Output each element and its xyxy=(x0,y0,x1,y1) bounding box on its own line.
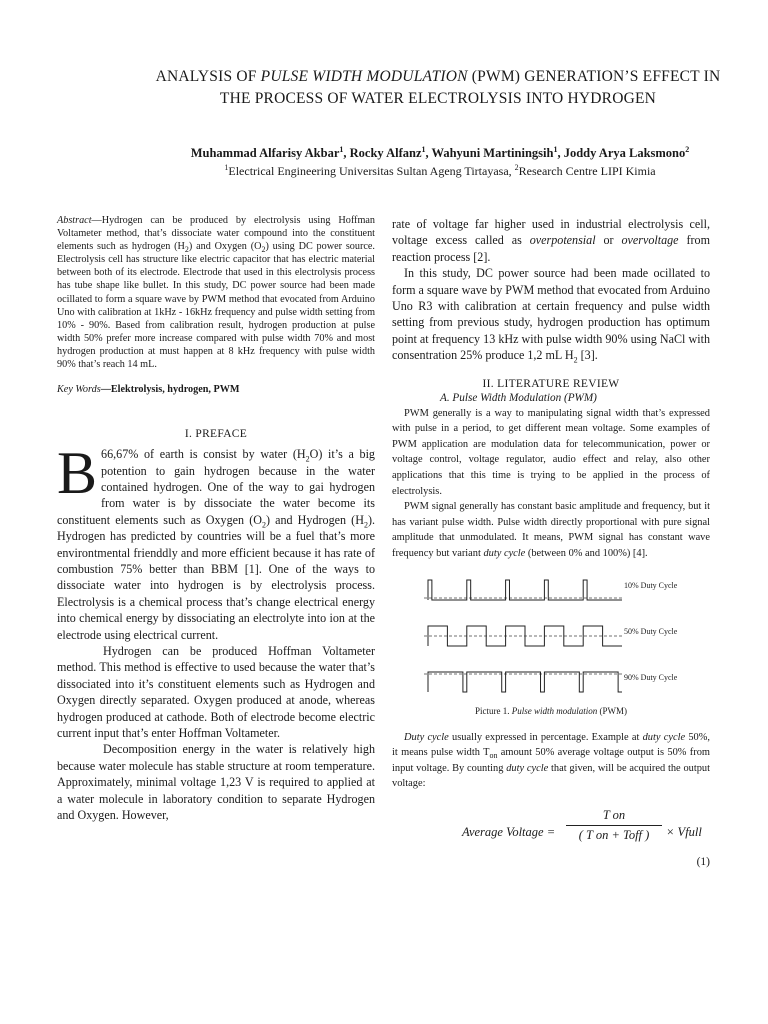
duty-cycle-label: 50% Duty Cycle xyxy=(624,626,678,636)
equation-fraction xyxy=(566,808,662,843)
title-text: (PWM) GENERATION’S EFFECT IN xyxy=(467,68,721,85)
pwm-waveform-diagram xyxy=(392,570,710,706)
title-line-1 xyxy=(118,66,758,88)
author-list xyxy=(120,146,760,161)
pwm-figure xyxy=(392,570,710,706)
abstract-label: Abstract xyxy=(57,215,92,226)
section-heading-literature: II. LITERATURE REVIEW xyxy=(482,377,620,390)
abstract: Abstract—Hydrogen can be produced by electrolysis using Hoffman Voltameter method, that’s dissociate water compound into the constituent elements such as hydrogen $(H_2)$ and Oxygen $(O_2)$ using DC power source. Electrolysis cell has structure like electric capacitor that has electric material between both of its electrode. Electrode that used in this electrolysis process has tube shape like bullet. In this study, DC power source had been made ocillated to form a square wave by PWM method that evocated from Arduino Uno with calibration at 1kHz - 16kHz frequency and pulse width setting from 10% - 90%. Based from calibration result, hydrogen production at pulse width 50% prefer more increase compared with pulse width 70% and most hydrogen production at must happen at 8 kHz frequency with pulse width 90% that’s reach 14 mL. xyxy=(57,215,375,371)
study-paragraph: In this study, DC power source had been made ocillated to form a square wave by PWM method that evocated from Arduino Uno R3 with calibration at certain frequency and pulse width setting from previous study, hydrogen production has optimum point at frequency 13 kHz with pulse width 90% using NaCl with consentration 25% produce 1,2 mL $H_2$ [3]. xyxy=(392,266,710,365)
duty-cycle-label: 90% Duty Cycle xyxy=(624,672,678,682)
equation-rhs: × Vfull xyxy=(666,824,702,839)
title-italic-text: PULSE WIDTH MODULATION xyxy=(260,68,468,85)
equation-number: (1) xyxy=(696,855,710,868)
title-line-2: THE PROCESS OF WATER ELECTROLYSIS INTO HYDROGEN xyxy=(219,90,657,107)
preface-paragraph-2: Hydrogen can be produced Hoffman Voltameter method. This method is effective to used because the water that’s dissociated into it’s constituent elements such as Hydrogen and Oxygen directly separated. Oxygen produced at anode, whereas hydrogen produced at cathode. Both of electrode become electric current input that’s enter Hoffman Voltameter. xyxy=(57,644,375,741)
keywords: Key Words—Elektrolysis, hydrogen, PWM xyxy=(57,384,240,396)
left-column xyxy=(57,214,375,823)
pwm-waveform xyxy=(428,626,622,646)
pwm-waveform xyxy=(428,672,622,692)
average-voltage-equation xyxy=(392,807,710,868)
affiliations: $^1$Electrical Engineering Universitas Sultan Ageng Tirtayasa, $^2$Research Centre LIPI Kimia xyxy=(224,163,656,178)
equation-lhs: Average Voltage = xyxy=(462,824,556,839)
equation-denominator: ( T on + Toff ) xyxy=(578,827,650,842)
subsection-heading-pwm: A. Pulse Width Modulation (PWM) xyxy=(440,391,597,404)
pwm-paragraph-2: PWM signal generally has constant basic amplitude and frequency, but it has variant pulse width. Pulse width directly proportional with pure signal amplitude that unmodulated. It means, PWM signal has constant wave frequency but variant duty cycle (between 0% and 100%) [4]. xyxy=(392,501,710,559)
author: Rocky Alfanz$^1$, xyxy=(349,144,432,160)
equation-numerator: T on xyxy=(566,808,662,826)
section-heading-preface: I. PREFACE xyxy=(184,428,248,441)
paper-title xyxy=(118,66,758,110)
duty-cycle-label: 10% Duty Cycle xyxy=(624,580,678,590)
author: Muhammad Alfarisy Akbar$^1$, xyxy=(190,144,350,160)
right-column xyxy=(392,216,711,868)
figure-caption: Picture 1. Pulse width modulation (PWM) xyxy=(475,705,627,716)
intro-continuation-paragraph: rate of voltage far higher used in industrial electrolysis cell, voltage excess called as overpotensial or overvoltage from reaction process [2]. xyxy=(392,217,710,264)
pwm-waveform xyxy=(428,580,622,600)
preface-paragraph-1: B 66,67% of earth is consist by water $(H_2O)$ it’s a big potention to gain hydrogen because in the water contained hydrogen. One of the way to gai hydrogen from water is by dissociate the water become its constituent elements such as Oxygen $(O_2)$ and Hydrogen $(H_2)$. Hydrogen has predicted by countries will be a fuel that’s more environtmental frienddly and more efficient because it has rate of combustion 75% better than BBM [1]. One of the ways to dissociate water into hydrogen is by electrolysis process. Electrolysis is a chemical process that’s change electrical energy into chemical energy by dissociating an electrolyte into ion at the electrode using electrical current. xyxy=(57,440,375,642)
preface-paragraph-3: Decomposition energy in the water is relatively high because water molecule has stable structure at room temperature. Approximately, minimal voltage 1,23 V is required to applied at a water molecule in laboratory condition to separate Hydrogen and Oxygen. However, xyxy=(57,742,375,823)
keywords-label: Key Words xyxy=(57,384,101,396)
pwm-paragraph-1: PWM generally is a way to manipulating signal width that’s expressed with pulse in a period, to get different mean voltage. Some examples of PWM application are modulation data for telecommunication, power or voltage control, voltage regulator, audio effect and relay, also other applications that this time is trying to be applied in the process of electrolysis. xyxy=(392,407,710,497)
keywords-terms: Elektrolysis, hydrogen, PWM xyxy=(110,384,240,396)
author: Joddy Arya Laksmono$^2$ xyxy=(563,144,690,160)
drop-cap: B xyxy=(57,440,98,507)
duty-cycle-paragraph: Duty cycle usually expressed in percentage. Example at duty cycle 50%, it means pulse width $T_{on}$ amount 50% average voltage output is 50% from input voltage. By counting duty cycle that given, will be acquired the output voltage: xyxy=(392,731,711,790)
title-text: ANALYSIS OF xyxy=(155,68,261,85)
author: Wahyuni Martiningsih$^1$, xyxy=(431,144,564,160)
